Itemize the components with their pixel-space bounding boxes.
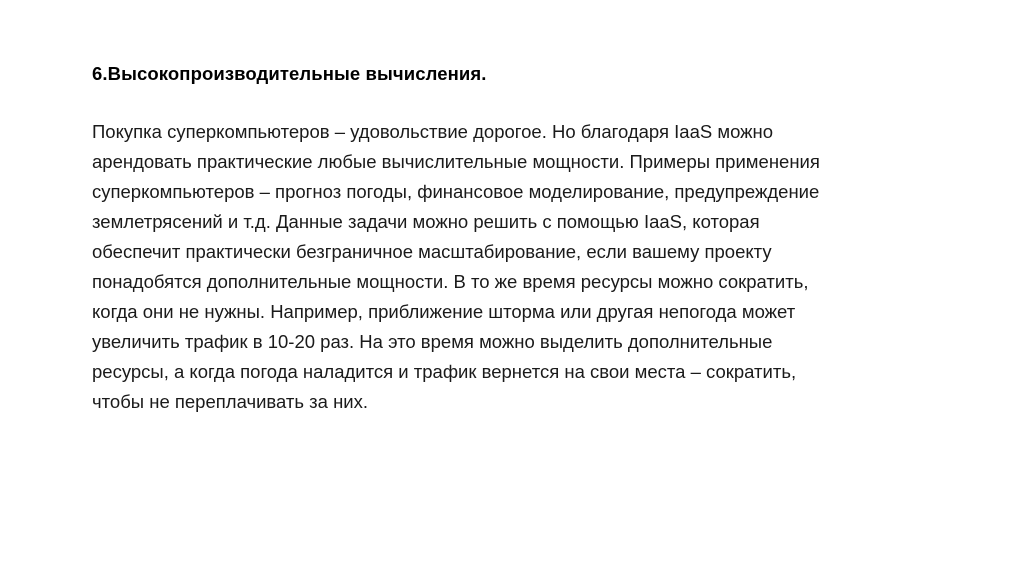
slide-body-paragraph: Покупка суперкомпьютеров – удовольствие дорогое. Но благодаря IaaS можно арендовать практические любые вычислительные мощности. Примеры применения суперкомпьютеров – прогноз погоды, финансовое моделирование, предупреждение землетрясений и т.д. Данные задачи можно решить с помощью IaaS, которая обеспечит практически безграничное масштабирование, если вашему проекту понадобятся дополнительные мощности. В то же время ресурсы можно сократить, когда они не нужны. Например, приближение шторма или другая непогода может увеличить трафик в 10-20 раз. На это время можно выделить дополнительные ресурсы, а когда погода наладится и трафик вернется на свои места – сократить, чтобы не переплачивать за них. (92, 120, 826, 412)
slide-content (92, 62, 940, 417)
slide-heading: 6.Высокопроизводительные вычисления. (92, 63, 487, 84)
